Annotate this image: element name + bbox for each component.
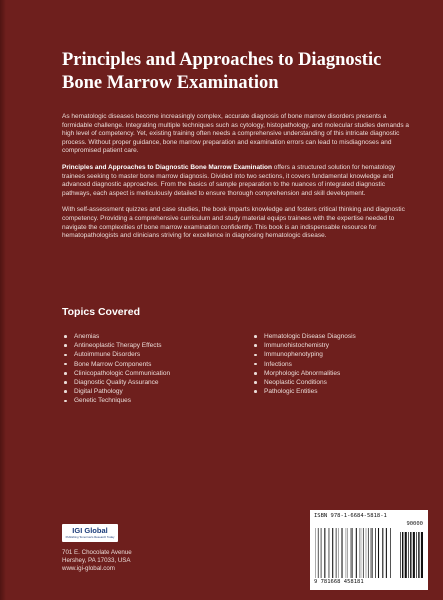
spine-edge: [0, 0, 6, 600]
topic-item: Antineoplastic Therapy Effects: [62, 341, 202, 350]
publisher-logo-tagline: Publishing Tomorrow's Research Today: [65, 535, 115, 539]
topic-item: Genetic Techniques: [62, 396, 202, 405]
description: [62, 113, 412, 249]
barcode-bar: [318, 528, 319, 578]
barcode-bar: [363, 528, 364, 578]
barcode-addon-bar: [405, 532, 407, 578]
barcode-bar: [356, 528, 357, 578]
barcode-bar: [329, 528, 330, 578]
topics-list: [62, 332, 392, 406]
barcode-addon-bar: [416, 532, 417, 578]
barcode-addon-bar: [413, 532, 415, 578]
topic-item: Anemias: [62, 332, 202, 341]
barcode-addon-bar: [421, 532, 423, 578]
barcode-addon-bar: [400, 532, 401, 578]
barcode-bar: [321, 528, 322, 578]
barcode-bar: [378, 528, 379, 578]
description-paragraph-2-text: offers a structured solution for hematology trainees seeking to master bone marrow diagnosis. Divided into two sections, it covers fundamental knowledge and advanced diagnostic approaches. From the basics of sample preparation to the nuances of integrated diagnostic pathways, each aspect is meticulously detailed to ensure thorough comprehension and skill development.: [62, 163, 396, 197]
barcode-addon-bar: [408, 532, 409, 578]
book-title: [62, 49, 422, 95]
isbn-label: ISBN 978-1-6684-5818-1: [314, 513, 387, 519]
topic-item: Infections: [252, 360, 392, 369]
topic-item: Digital Pathology: [62, 387, 202, 396]
topic-item: Immunophenotyping: [252, 350, 392, 359]
topic-item: Diagnostic Quality Assurance: [62, 378, 202, 387]
barcode-addon-bar: [418, 532, 419, 578]
publisher-website: www.igi-global.com: [62, 565, 115, 572]
barcode-bar: [352, 528, 353, 578]
barcode-bar: [372, 528, 373, 578]
topic-item: Autoimmune Disorders: [62, 350, 202, 359]
barcode-bar: [390, 528, 391, 578]
description-paragraph-2: [62, 164, 412, 198]
barcode-bar: [386, 528, 387, 578]
topic-item: Pathologic Entities: [252, 387, 392, 396]
description-paragraph-3: With self-assessment quizzes and case studies, the book imparts knowledge and fosters critical thinking and diagnostic competency. Providing a comprehensive curriculum and study material equips trainees with the expertise needed to navigate the complexities of bone marrow examination confidently. This book is an indispensable resource for hematopathologists and clinicians striving for excellence in diagnosing hematologic disease.: [62, 206, 405, 240]
topics-heading: Topics Covered: [62, 306, 140, 318]
address-line-2: Hershey, PA 17033, USA: [62, 557, 131, 564]
barcode-box: [310, 510, 428, 590]
barcode-graphic: [314, 528, 424, 578]
barcode-bar: [375, 528, 376, 578]
title-line-1: Principles and Approaches to Diagnostic: [62, 50, 382, 70]
barcode-addon-bar: [410, 532, 411, 578]
topics-column-left: [62, 332, 202, 406]
barcode-bar: [341, 528, 342, 578]
publisher-logo: [62, 524, 118, 542]
publisher-logo-name: IGI Global: [72, 526, 108, 535]
book-title-inline: Principles and Approaches to Diagnostic Bone Marrow Examination: [62, 163, 272, 171]
topic-item: Morphologic Abnormalities: [252, 369, 392, 378]
topic-item: Immunohistochemistry: [252, 341, 392, 350]
barcode-bar: [382, 528, 383, 578]
price-code: 90000: [406, 521, 423, 527]
publisher-address: [62, 549, 132, 573]
topic-item: Hematologic Disease Diagnosis: [252, 332, 392, 341]
barcode-bar: [332, 528, 333, 578]
barcode-bar: [368, 528, 369, 578]
ean-digits: 9 781668 458181: [314, 579, 364, 585]
barcode-bar: [336, 528, 337, 578]
topics-column-right: [252, 332, 392, 406]
topic-item: Clinicopathologic Communication: [62, 369, 202, 378]
title-line-2: Bone Marrow Examination: [62, 73, 279, 93]
topic-item: Bone Marrow Components: [62, 360, 202, 369]
barcode-addon-bar: [402, 532, 403, 578]
address-line-1: 701 E. Chocolate Avenue: [62, 549, 132, 556]
barcode-bar: [324, 528, 325, 578]
description-paragraph-1: As hematologic diseases become increasingly complex, accurate diagnosis of bone marrow disorders presents a formidable challenge. Integrating multiple techniques such as cytology, histopathology, and molecular studies demands a high level of competency. Yet, existing training often needs a comprehensive understanding of this intricate diagnostic process. Without proper guidance, bone marrow preparation and examination errors can lead to misdiagnoses and compromised patient care.: [62, 113, 409, 155]
topic-item: Neoplastic Conditions: [252, 378, 392, 387]
